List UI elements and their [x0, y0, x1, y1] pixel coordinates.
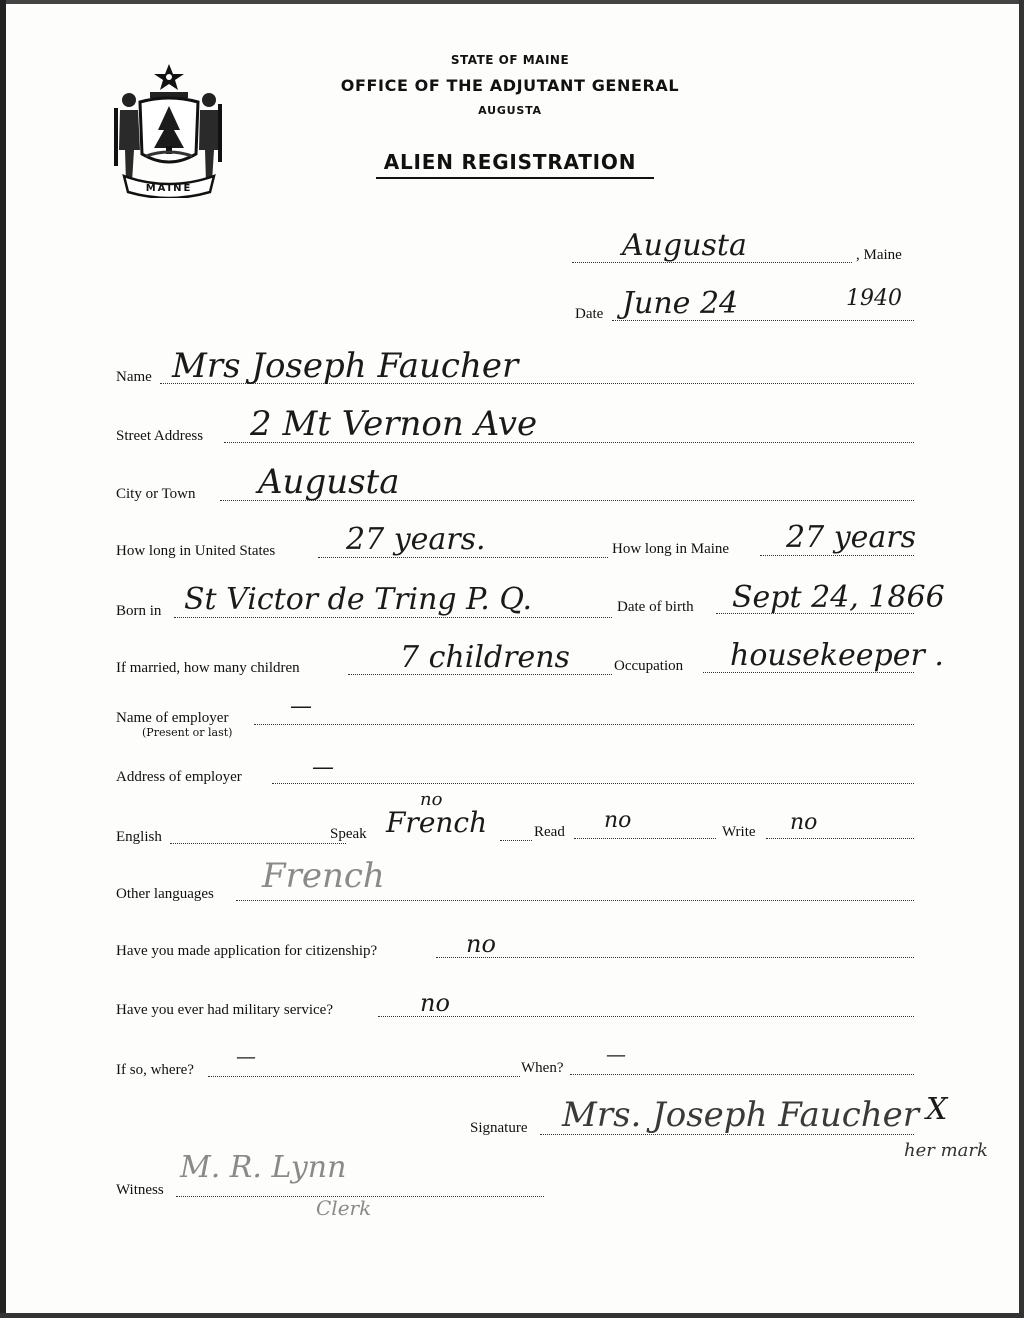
employer-name-line: [254, 724, 914, 725]
citizenship-value: no: [466, 930, 496, 958]
scan-edge-left: [0, 0, 6, 1318]
office-heading: OFFICE OF THE ADJUTANT GENERAL: [340, 76, 680, 95]
write-value: no: [790, 810, 818, 835]
when-line: [570, 1074, 914, 1075]
write-line: [766, 838, 914, 839]
witness-title: Clerk: [316, 1196, 372, 1220]
speak-label: Speak: [330, 826, 367, 842]
when-label: When?: [521, 1060, 564, 1076]
read-label: Read: [534, 824, 565, 840]
scan-edge-right: [1019, 0, 1024, 1318]
employer-name-value: —: [290, 694, 312, 719]
military-line: [378, 1016, 914, 1017]
other-languages-value: French: [262, 856, 385, 896]
when-value: —: [606, 1042, 626, 1066]
speak-note-value: no: [420, 789, 443, 810]
speak-line: [500, 840, 532, 841]
citizenship-label: Have you made application for citizenship?: [116, 943, 378, 959]
scan-edge-top: [0, 0, 1024, 4]
name-value: Mrs Joseph Faucher: [172, 346, 519, 386]
military-label: Have you ever had military service?: [116, 1002, 333, 1018]
other-languages-label: Other languages: [116, 886, 214, 902]
maine-label: , Maine: [856, 247, 902, 263]
city-value: Augusta: [258, 462, 400, 502]
witness-label: Witness: [116, 1182, 164, 1198]
employer-address-label: Address of employer: [116, 769, 242, 785]
street-value: 2 Mt Vernon Ave: [250, 404, 538, 444]
citizenship-line: [436, 957, 914, 958]
how-long-us-label: How long in United States: [116, 543, 276, 559]
city-label: City or Town: [116, 486, 196, 502]
other-languages-line: [236, 900, 914, 901]
street-label: Street Address: [116, 428, 204, 444]
her-mark-note: her mark: [904, 1140, 988, 1161]
maine-seal-icon: [110, 58, 228, 198]
date-of-birth-label: Date of birth: [617, 599, 694, 615]
signature-mark: X: [926, 1092, 948, 1127]
born-in-label: Born in: [116, 603, 162, 619]
city-heading: AUGUSTA: [478, 104, 542, 117]
write-label: Write: [722, 824, 756, 840]
english-label: English: [116, 829, 162, 845]
employer-note: (Present or last): [142, 726, 233, 739]
signature-value: Mrs. Joseph Faucher: [562, 1095, 920, 1135]
signature-label: Signature: [470, 1120, 528, 1136]
employer-address-line: [272, 783, 914, 784]
date-value: June 24: [622, 286, 739, 321]
born-in-line: [174, 617, 612, 618]
children-label: If married, how many children: [116, 660, 300, 676]
date-label: Date: [575, 306, 604, 322]
where-value: —: [236, 1044, 256, 1068]
form-title: ALIEN REGISTRATION: [383, 150, 637, 174]
svg-text:MAINE: MAINE: [145, 183, 193, 194]
how-long-us-value: 27 years.: [346, 522, 486, 557]
how-long-maine-value: 27 years: [786, 520, 917, 555]
how-long-maine-label: How long in Maine: [612, 541, 730, 557]
read-line: [574, 838, 716, 839]
speak-value: French: [386, 806, 488, 839]
children-value: 7 childrens: [400, 640, 570, 675]
read-value: no: [604, 808, 632, 833]
where-label: If so, where?: [116, 1062, 194, 1078]
year-value: 1940: [846, 286, 902, 311]
date-of-birth-value: Sept 24, 1866: [732, 580, 945, 615]
title-underline: [376, 177, 654, 179]
occupation-value: housekeeper .: [730, 638, 944, 673]
occupation-label: Occupation: [614, 658, 684, 674]
where-line: [208, 1076, 520, 1077]
employer-address-value: —: [312, 755, 334, 780]
how-long-maine-line: [760, 555, 914, 556]
scan-edge-bottom: [0, 1313, 1024, 1318]
english-line: [170, 843, 346, 844]
military-value: no: [420, 989, 450, 1017]
name-label: Name: [116, 369, 152, 385]
state-heading: STATE OF MAINE: [450, 53, 570, 67]
how-long-us-line: [318, 557, 608, 558]
born-in-value: St Victor de Tring P. Q.: [184, 582, 532, 617]
employer-name-label: Name of employer: [116, 710, 229, 726]
place-value: Augusta: [622, 228, 747, 263]
witness-value: M. R. Lynn: [180, 1150, 347, 1185]
